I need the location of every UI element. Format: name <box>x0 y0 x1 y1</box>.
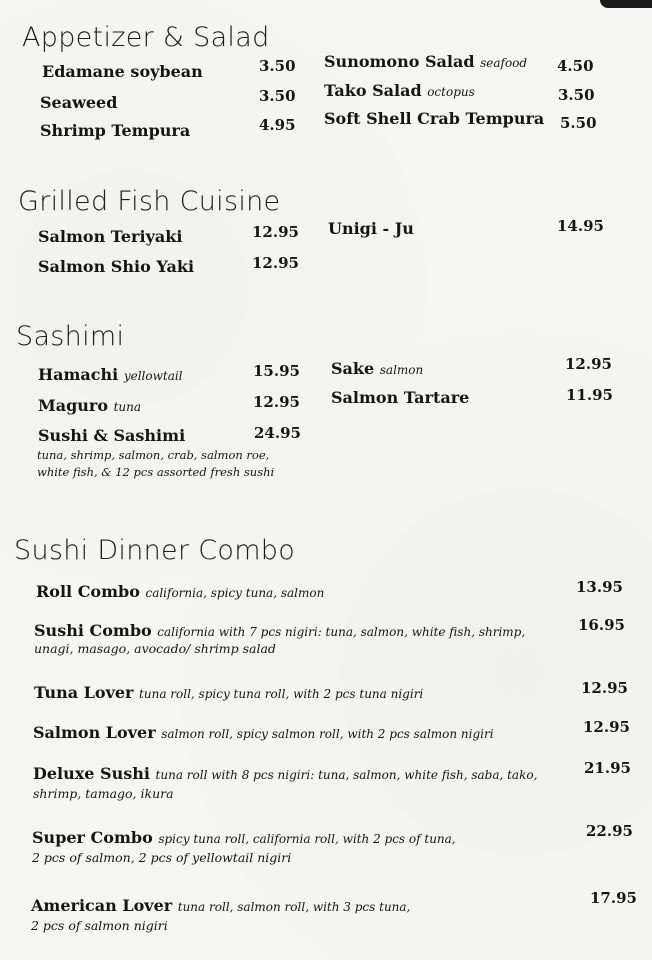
menu-item-price: 3.50 <box>259 87 296 105</box>
menu-item-name: Salmon Shio Yaki <box>38 257 195 276</box>
menu-item-price: 12.95 <box>565 355 612 373</box>
menu-item-name: Tako Salad octopus <box>324 81 475 100</box>
menu-item-name: Shrimp Tempura <box>40 121 191 140</box>
menu-item-name: Sunomono Salad seafood <box>324 52 528 71</box>
menu-item-name: American Lover tuna roll, salmon roll, with 3 pcs tuna, <box>31 896 411 915</box>
page-corner-shadow <box>600 0 652 8</box>
menu-item-name: Unigi - Ju <box>328 219 414 238</box>
menu-item-price: 12.95 <box>252 254 299 272</box>
menu-item-price: 21.95 <box>584 759 631 777</box>
menu-item-price: 12.95 <box>252 223 299 241</box>
menu-item-name: Tuna Lover tuna roll, spicy tuna roll, with 2 pcs tuna nigiri <box>34 683 424 702</box>
menu-item-description: 2 pcs of salmon nigiri <box>31 918 168 933</box>
menu-item-name: Maguro tuna <box>38 396 142 415</box>
section-heading-sashimi: Sashimi <box>16 321 125 352</box>
menu-item-price: 4.95 <box>259 116 296 134</box>
section-heading-appetizer: Appetizer & Salad <box>22 22 270 53</box>
menu-item-price: 24.95 <box>254 424 301 442</box>
menu-item-price: 3.50 <box>259 57 296 75</box>
section-heading-combo: Sushi Dinner Combo <box>14 535 296 566</box>
menu-item-name: Seaweed <box>40 93 118 112</box>
menu-item-description <box>37 447 274 481</box>
menu-item-price: 5.50 <box>560 114 597 132</box>
menu-item-description: 2 pcs of salmon, 2 pcs of yellowtail nigiri <box>32 850 292 865</box>
section-heading-grilled: Grilled Fish Cuisine <box>18 186 281 217</box>
menu-item-price: 12.95 <box>581 679 628 697</box>
description-line: tuna, shrimp, salmon, crab, salmon roe, <box>37 448 270 462</box>
menu-item-price: 16.95 <box>578 616 625 634</box>
menu-item-name: Salmon Teriyaki <box>38 227 183 246</box>
menu-item-price: 15.95 <box>253 362 300 380</box>
menu-item-name: Edamane soybean <box>42 62 203 81</box>
menu-item-description: shrimp, tamago, ikura <box>33 786 174 801</box>
menu-item-name: Sushi & Sashimi <box>38 426 186 445</box>
menu-item-name: Roll Combo california, spicy tuna, salmon <box>36 582 325 601</box>
menu-item-description: unagi, masago, avocado/ shrimp salad <box>34 641 276 656</box>
menu-item-price: 11.95 <box>566 386 613 404</box>
menu-item-name: Deluxe Sushi tuna roll with 8 pcs nigiri: tuna, salmon, white fish, saba, tako, <box>33 764 538 783</box>
menu-item-price: 17.95 <box>590 889 637 907</box>
menu-item-name: Super Combo spicy tuna roll, california roll, with 2 pcs of tuna, <box>32 828 456 847</box>
menu-item-price: 14.95 <box>557 217 604 235</box>
menu-item-price: 22.95 <box>586 822 633 840</box>
menu-item-price: 12.95 <box>253 393 300 411</box>
menu-item-name: Hamachi yellowtail <box>38 365 183 384</box>
description-line: white fish, & 12 pcs assorted fresh sushi <box>37 465 275 479</box>
menu-item-name: Sushi Combo california with 7 pcs nigiri: tuna, salmon, white fish, shrimp, <box>34 621 526 640</box>
menu-item-name: Salmon Lover salmon roll, spicy salmon roll, with 2 pcs salmon nigiri <box>33 723 494 742</box>
menu-item-price: 3.50 <box>558 86 595 104</box>
menu-item-price: 12.95 <box>583 718 630 736</box>
menu-item-name: Soft Shell Crab Tempura <box>324 109 545 128</box>
menu-item-name: Salmon Tartare <box>331 388 470 407</box>
menu-item-price: 13.95 <box>576 578 623 596</box>
menu-item-name: Sake salmon <box>331 359 424 378</box>
menu-item-price: 4.50 <box>557 57 594 75</box>
